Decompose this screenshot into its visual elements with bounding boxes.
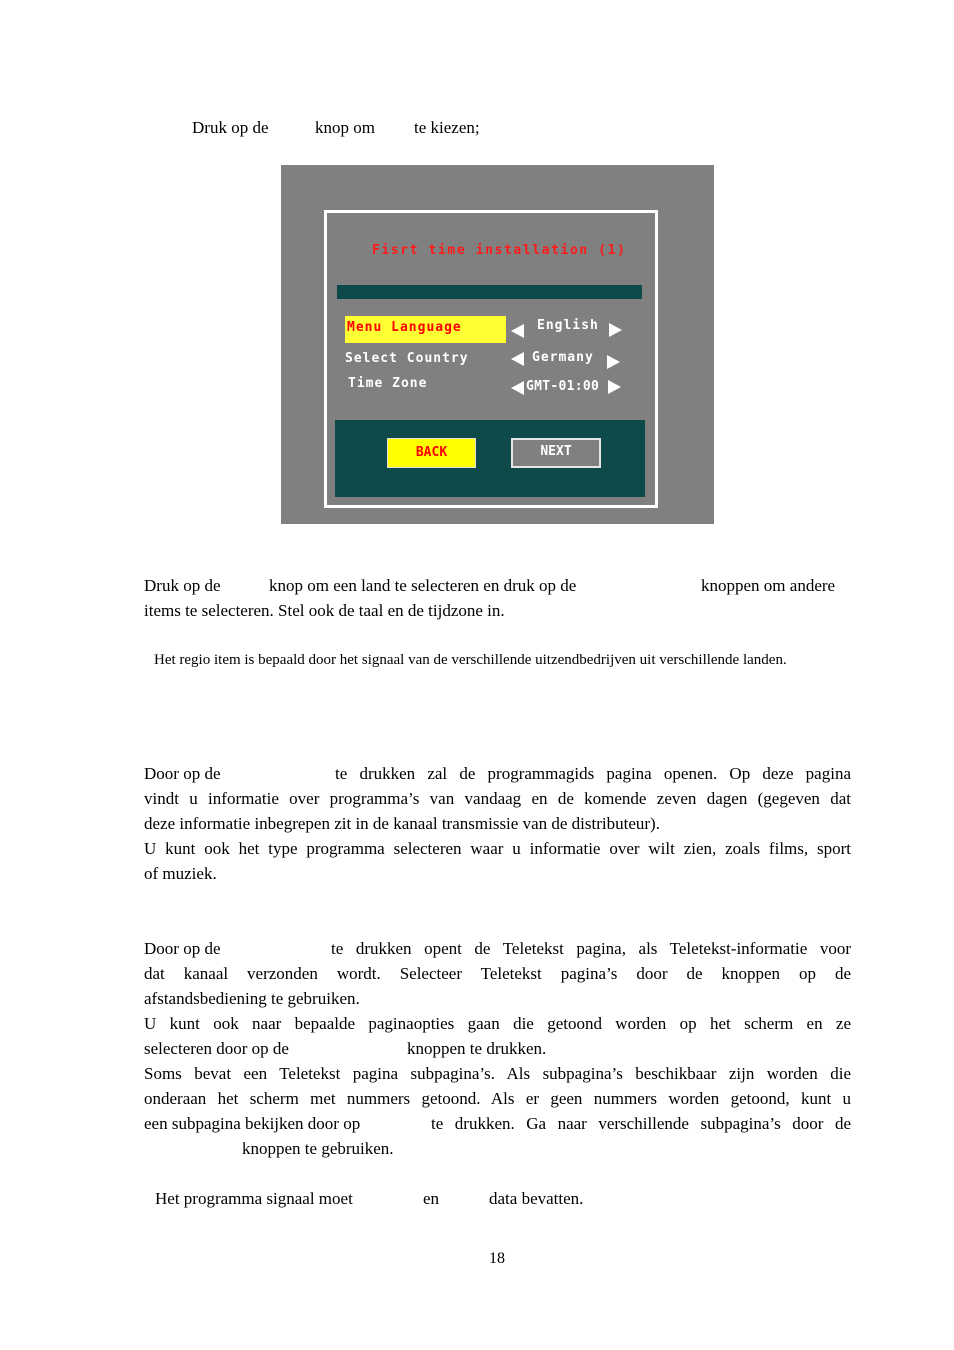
signal-note-a: Het programma signaal moet bbox=[155, 1189, 353, 1208]
teletext-text-2: dat kanaal verzonden wordt. Selecteer Teletekst pagina’s door de knoppen op de bbox=[144, 964, 851, 983]
epg-text-5: of muziek. bbox=[144, 864, 217, 883]
epg-text-4: U kunt ook het type programma selecteren waar u informatie over wilt zien, zoals films, sport bbox=[144, 839, 851, 858]
dialog-title: Fisrt time installation (1) bbox=[372, 243, 627, 258]
teletext-text-8b: te drukken. Ga naar verschillende subpagina’s door de bbox=[431, 1114, 851, 1133]
select-country-label: Select Country bbox=[345, 351, 469, 366]
instruction-top-part3: te kiezen; bbox=[414, 118, 480, 137]
teletext-text-4: U kunt ook naar bepaalde paginaopties gaan die getoond worden op het scherm en ze bbox=[144, 1014, 851, 1033]
teletext-text-6: Soms bevat een Teletekst pagina subpagina’s. Als subpagina’s beschikbaar zijn worden die bbox=[144, 1064, 851, 1083]
time-zone-value: GMT-01:00 bbox=[526, 379, 600, 394]
teletext-text-9: knoppen te gebruiken. bbox=[242, 1139, 394, 1158]
region-note: Het regio item is bepaald door het signaal van de verschillende uitzendbedrijven uit verschillende landen. bbox=[154, 652, 787, 668]
teletext-text-1b: te drukken opent de Teletekst pagina, als Teletekst-informatie voor bbox=[331, 939, 851, 958]
select-country-value: Germany bbox=[532, 350, 594, 365]
country-text-1c: knoppen om andere bbox=[701, 576, 836, 595]
page-number: 18 bbox=[489, 1250, 505, 1267]
epg-text-2: vindt u informatie over programma’s van vandaag en de komende zeven dagen (gegeven dat bbox=[144, 789, 851, 808]
left-arrow-icon bbox=[511, 381, 524, 395]
left-arrow-icon bbox=[511, 352, 524, 366]
right-arrow-icon bbox=[609, 323, 622, 337]
instruction-top-part2: knop om bbox=[315, 118, 375, 137]
back-button-label: BACK bbox=[415, 445, 448, 460]
teletext-text-8a: een subpagina bekijken door op bbox=[144, 1114, 361, 1133]
dialog-frame bbox=[324, 210, 658, 508]
time-zone-label: Time Zone bbox=[348, 376, 428, 391]
signal-note-c: data bevatten. bbox=[489, 1189, 584, 1208]
country-text-1a: Druk op de bbox=[144, 576, 221, 595]
instruction-top-part1: Druk op de bbox=[192, 118, 269, 137]
teletext-text-5b: knoppen te drukken. bbox=[407, 1039, 547, 1058]
first-time-installation-screenshot bbox=[281, 165, 714, 524]
left-arrow-icon bbox=[511, 324, 524, 338]
menu-language-value: English bbox=[537, 318, 599, 333]
teletext-text-5a: selecteren door op de bbox=[144, 1039, 289, 1058]
country-text-1b: knop om een land te selecteren en druk op de bbox=[269, 576, 577, 595]
epg-text-1b: te drukken zal de programmagids pagina openen. Op deze pagina bbox=[335, 764, 851, 783]
progress-bar bbox=[337, 285, 642, 299]
menu-language-label: Menu Language bbox=[347, 320, 462, 335]
right-arrow-icon bbox=[607, 355, 620, 369]
button-panel bbox=[335, 420, 645, 497]
teletext-text-1a: Door op de bbox=[144, 939, 221, 958]
teletext-text-3: afstandsbediening te gebruiken. bbox=[144, 989, 360, 1008]
next-button bbox=[511, 438, 601, 468]
epg-text-1a: Door op de bbox=[144, 764, 221, 783]
next-button-label: NEXT bbox=[540, 444, 572, 459]
teletext-text-7: onderaan het scherm met nummers getoond. Als er geen nummers worden getoond, kunt u bbox=[144, 1089, 851, 1108]
back-button bbox=[387, 438, 476, 468]
right-arrow-icon bbox=[608, 380, 621, 394]
epg-text-3: deze informatie inbegrepen zit in de kanaal transmissie van de distributeur). bbox=[144, 814, 660, 833]
signal-note-b: en bbox=[423, 1189, 440, 1208]
country-text-2: items te selecteren. Stel ook de taal en de tijdzone in. bbox=[144, 601, 505, 620]
